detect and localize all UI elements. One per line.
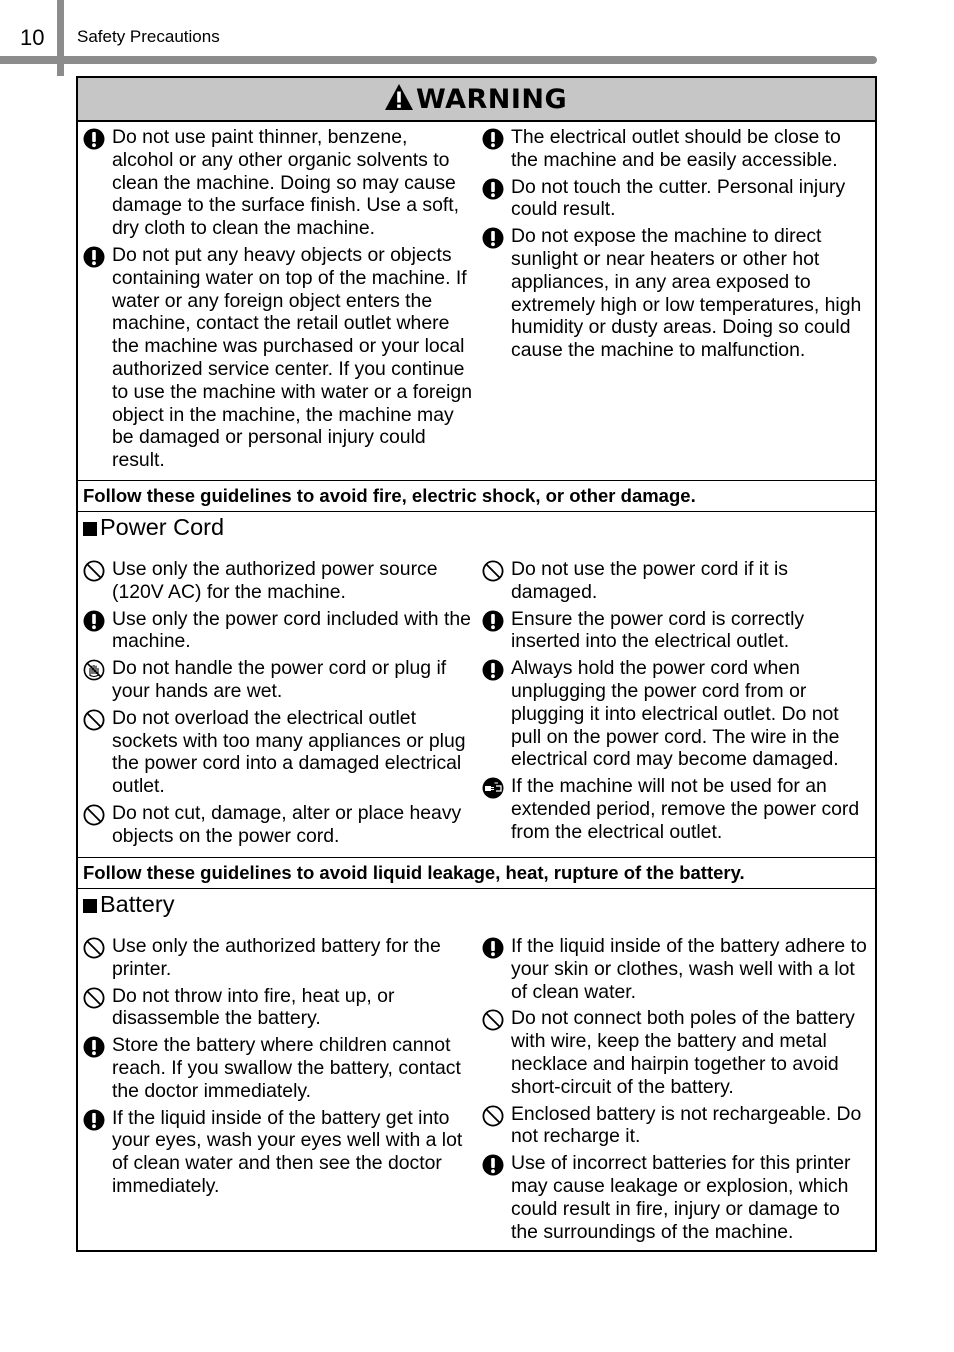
warning-item — [83, 1034, 473, 1102]
warning-item — [482, 1103, 872, 1149]
exclamation-icon — [482, 227, 504, 249]
prohibited-icon — [83, 804, 105, 826]
warning-item-text: Do not throw into fire, heat up, or disassemble the battery. — [112, 984, 395, 1030]
warning-item-text: Use only the authorized power source (120V AC) for the machine. — [112, 558, 438, 603]
guideline-power — [78, 480, 875, 512]
warning-box — [76, 76, 877, 1252]
square-bullet-icon — [83, 522, 97, 536]
prohibited-icon — [482, 1105, 504, 1127]
warning-item — [482, 608, 872, 654]
warning-item-text: The electrical outlet should be close to the machine and be easily accessible. — [511, 126, 841, 171]
top-left-column — [83, 126, 473, 476]
prohibited-icon — [83, 709, 105, 731]
warning-item-text: If the liquid inside of the battery get into your eyes, wash your eyes well with a lot of clean water and then see the doctor immediately. — [112, 1106, 463, 1197]
warning-item-text: Use of incorrect batteries for this printer may cause leakage or explosion, which could result in fire, injury or damage to the surroundings of the machine. — [511, 1152, 851, 1243]
warning-item — [482, 775, 872, 843]
prohibited-icon — [83, 560, 105, 582]
warning-item-text: Do not use the power cord if it is damaged. — [511, 558, 788, 603]
warning-item-text: Use only the power cord included with the machine. — [112, 607, 471, 653]
exclamation-icon — [482, 178, 504, 200]
warning-item — [482, 176, 872, 222]
warning-item-text: Do not use paint thinner, benzene, alcohol or any other organic solvents to clean the machine. Doing so may cause damage to the surface finish. Use a soft, dry cloth to clean the machine. — [112, 126, 460, 240]
battery-left-column — [83, 935, 473, 1202]
warning-item — [482, 558, 872, 604]
warning-item — [83, 985, 473, 1031]
top-right-column — [482, 126, 872, 366]
warning-item-text: Ensure the power cord is correctly inserted into the electrical outlet. — [511, 607, 805, 653]
warning-item-text: Do not cut, damage, alter or place heavy objects on the power cord. — [112, 801, 462, 847]
guideline-battery — [78, 857, 875, 889]
warning-item-text: Do not handle the power cord or plug if your hands are wet. — [112, 657, 447, 702]
warning-item — [83, 1107, 473, 1198]
warning-bar — [78, 78, 875, 122]
warning-item-text: If the liquid inside of the battery adhere to your skin or clothes, wash well with a lot of clean water. — [511, 935, 867, 1003]
page-number: 10 — [20, 25, 45, 50]
prohibited-icon — [83, 987, 105, 1009]
warning-item — [482, 657, 872, 771]
exclamation-icon — [83, 246, 105, 268]
warning-item-text: Do not touch the cutter. Personal injury could result. — [511, 175, 846, 221]
power-right-column — [482, 558, 872, 848]
warning-item — [83, 657, 473, 703]
exclamation-icon — [482, 610, 504, 632]
no-wet-hands-icon — [83, 659, 105, 681]
warning-item — [83, 126, 473, 240]
warning-item-text: Store the battery where children cannot reach. If you swallow the battery, contact the doctor immediately. — [112, 1034, 461, 1102]
warning-item-text: Enclosed battery is not rechargeable. Do not recharge it. — [511, 1102, 862, 1148]
exclamation-icon — [83, 610, 105, 632]
warning-item — [482, 1152, 872, 1243]
warning-item — [83, 935, 473, 981]
battery-right-column — [482, 935, 872, 1247]
warning-item — [83, 802, 473, 848]
unplug-icon — [482, 777, 504, 799]
header-rule — [0, 56, 877, 64]
power-cord-heading — [83, 514, 224, 541]
warning-item — [83, 558, 473, 604]
warning-triangle-icon — [384, 83, 414, 116]
warning-item-text: Use only the authorized battery for the printer. — [112, 935, 441, 980]
exclamation-icon — [482, 128, 504, 150]
exclamation-icon — [482, 937, 504, 959]
battery-heading-text: Battery — [100, 891, 175, 917]
exclamation-icon — [482, 1154, 504, 1176]
exclamation-icon — [83, 128, 105, 150]
warning-item-text: Do not put any heavy objects or objects containing water on top of the machine. If water or any foreign object enters the machine, contact the retail outlet where the machine was purchased or your local authorized service center. If you continue to use the machine with water or a foreign object in the machine, the machine may be damaged or personal injury could result. — [112, 243, 472, 472]
prohibited-icon — [83, 937, 105, 959]
warning-item — [482, 935, 872, 1003]
warning-item-text: Do not connect both poles of the battery with wire, keep the battery and metal necklace and hairpin together to avoid short-circuit of the battery. — [511, 1007, 855, 1098]
guideline-battery-text: Follow these guidelines to avoid liquid leakage, heat, rupture of the battery. — [83, 862, 745, 883]
power-cord-heading-text: Power Cord — [100, 514, 225, 540]
square-bullet-icon — [83, 899, 97, 913]
battery-heading — [83, 891, 174, 918]
warning-label: WARNING — [416, 83, 568, 115]
warning-item-text: Do not expose the machine to direct sunlight or near heaters or other hot appliances, in any area exposed to extremely high or low temperatures, high humidity or dusty areas. Doing so could cause the machine to malfunction. — [511, 225, 862, 362]
header-vertical-bar — [57, 0, 64, 76]
header-title: Safety Precautions — [77, 27, 220, 46]
warning-item — [482, 126, 872, 172]
exclamation-icon — [482, 659, 504, 681]
power-left-column — [83, 558, 473, 852]
warning-item — [482, 225, 872, 362]
prohibited-icon — [482, 1009, 504, 1031]
prohibited-icon — [482, 560, 504, 582]
warning-item-text: If the machine will not be used for an extended period, remove the power cord from the electrical outlet. — [511, 775, 860, 843]
warning-item — [83, 707, 473, 798]
exclamation-icon — [83, 1036, 105, 1058]
exclamation-icon — [83, 1109, 105, 1131]
warning-item — [83, 608, 473, 654]
warning-item — [482, 1007, 872, 1098]
warning-item — [83, 244, 473, 472]
warning-item-text: Always hold the power cord when unplugging the power cord from or plugging it into electrical outlet. Do not pull on the power cord. The wire in the electrical cord may become damaged. — [511, 657, 840, 771]
guideline-power-text: Follow these guidelines to avoid fire, electric shock, or other damage. — [83, 485, 696, 506]
warning-item-text: Do not overload the electrical outlet sockets with too many appliances or plug the power cord into a damaged electrical outlet. — [112, 706, 466, 798]
